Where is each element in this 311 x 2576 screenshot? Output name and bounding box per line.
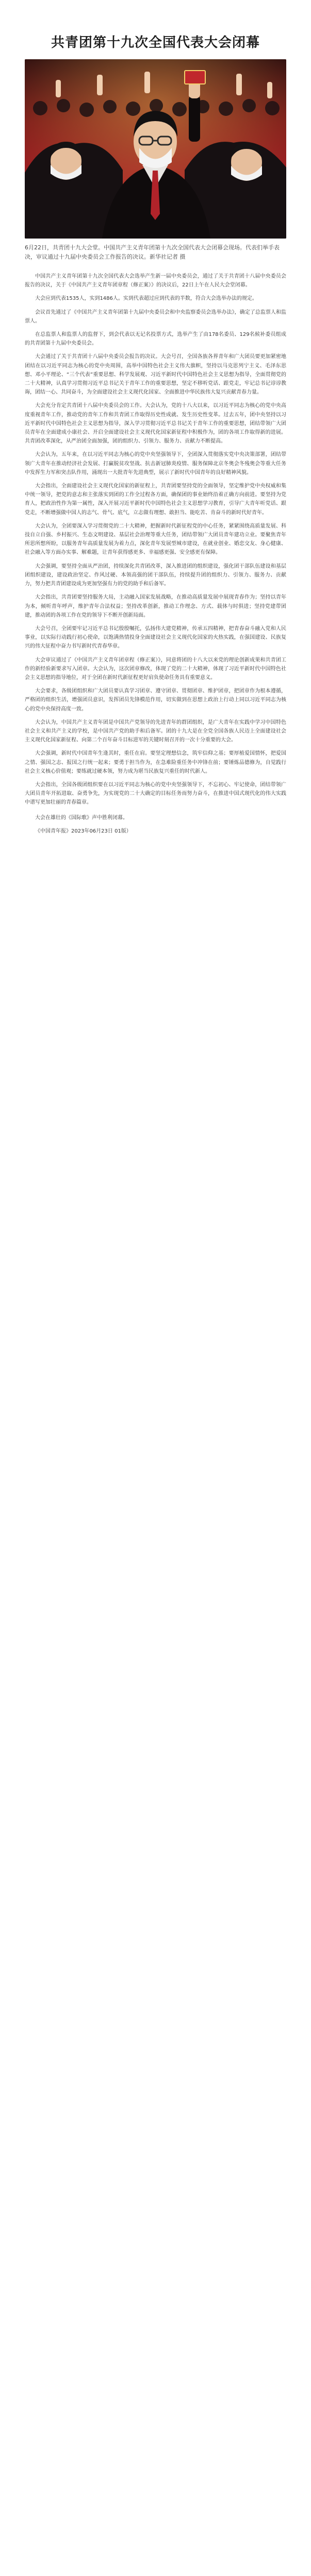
article-source: 《中国青年报》2023年06月23日 01版） <box>35 828 132 834</box>
paragraph: 大会号召，全团要牢记习近平总书记殷殷嘱托，弘扬伟大建党精神，传承五四精神，把青春奋斗融入党和人民事业，以实际行动践行初心使命，以饱满热情投身全面建设社会主义现代化国家的火热实践，在强国建设、民族复兴的伟大征程中奋力书写新时代青春华章。 <box>25 625 286 650</box>
paragraph: 大会充分肯定共青团十八届中央委员会的工作。大会认为，党的十八大以来，以习近平同志为核心的党中央高度重视青年工作，推动党的青年工作和共青团工作取得历史性成就、发生历史性变革。过去五年，团中央坚持以习近平新时代中国特色社会主义思想为指导，深入学习贯彻习近平总书记关于青年工作的重要思想，团结带领广大团员青年在全面建成小康社会、开启全面建设社会主义现代化国家新征程中积极作为，团的各项工作取得新的进展。共青团改革深化，从严治团全面加强，团的组织力、引领力、服务力、贡献力不断提高。 <box>25 403 286 445</box>
paragraph: 大会认为，五年来，在以习近平同志为核心的党中央坚强领导下，全团深入贯彻落实党中央决策部署，团结带领广大青年在推动经济社会发展、打赢脱贫攻坚战、抗击新冠肺炎疫情、服务保障北京冬奥会冬残奥会等重大任务中发挥生力军和突击队作用，涌现出一大批青年先进典型，展示了新时代中国青年的良好精神风貌。 <box>25 452 286 476</box>
paragraph: 大会通过了关于共青团十八届中央委员会报告的决议。大会号召，全国各族各界青年和广大团员要更加紧密地团结在以习近平同志为核心的党中央周围，高举中国特色社会主义伟大旗帜，坚持以马克思列宁主义、毛泽东思想、邓小平理论、“三个代表”重要思想、科学发展观、习近平新时代中国特色社会主义思想为指导，全面贯彻党的二十大精神，认真学习贯彻习近平总书记关于青年工作的重要思想，坚定不移听党话、跟党走，牢记总书记谆谆教诲，团结一心、共同奋斗，为全面建设社会主义现代化国家、全面推进中华民族伟大复兴贡献青春力量。 <box>25 354 286 396</box>
paragraph: 中国共产主义青年团第十九次全国代表大会选举产生新一届中央委员会，通过了关于共青团十八届中央委员会报告的决议，关于《中国共产主义青年团章程（修正案）》的决议后，22日上午在人民大会堂闭幕。 <box>25 274 286 289</box>
photo-illustration <box>25 59 286 239</box>
paragraph: 大会指出，全面建设社会主义现代化国家的新征程上，共青团要坚持党的全面领导，坚定维护党中央权威和集中统一领导，把党的意志和主张落实到团的工作全过程各方面，确保团的事业始终沿着正确方向前进。要坚持为党育人，把政治性作为第一属性，深入开展习近平新时代中国特色社会主义思想学习教育，引导广大青年听党话、跟党走，不断增强做中国人的志气、骨气、底气，立志做有理想、敢担当、能吃苦、肯奋斗的新时代好青年。 <box>25 483 286 516</box>
paragraph: 会议首先通过了《中国共产主义青年团第十九届中央委员会和中央监察委员会选举办法》，确定了总监票人和监票人。 <box>25 309 286 324</box>
paragraph: 在总监票人和监票人的监督下，到会代表以无记名投票方式，选举产生了由178名委员、129名候补委员组成的共青团第十九届中央委员会。 <box>25 332 286 347</box>
paragraph: 大会强调，要坚持全面从严治团，持续深化共青团改革，深入推进团的组织建设，强化团干部队伍建设和基层团组织建设，建设政治坚定、作风过硬、本领高强的团干部队伍，持续提升团的组织力、引领力、服务力、贡献力，努力把共青团建设成为更加坚强有力的党的助手和后备军。 <box>25 563 286 587</box>
article-title: 共青团第十九次全国代表大会闭幕 <box>51 35 260 50</box>
photo-caption: 6月22日，共青团十九大会堂。中国共产主义青年团第十九次全国代表大会闭幕会现场。代表们举手表决，审议通过十九届中央委员会工作报告的决议。新华社记者 摄 <box>25 244 280 260</box>
paragraph: 大会要求，各级团组织和广大团员要认真学习团章、遵守团章、贯彻团章、维护团章，把团章作为根本遵循，严格团的组织生活，增强团员意识，发挥团员先锋模范作用，切实做到在思想上政治上行动上同以习近平同志为核心的党中央保持高度一致。 <box>25 688 286 712</box>
article-body <box>25 272 286 2576</box>
paragraph: 大会认为，中国共产主义青年团是中国共产党领导的先进青年的群团组织，是广大青年在实践中学习中国特色社会主义和共产主义的学校，是中国共产党的助手和后备军。团的十九大是在全党全国各族人民迈上全面建设社会主义现代化国家新征程、向第二个百年奋斗目标进军的关键时刻召开的一次十分重要的大会。 <box>25 719 286 743</box>
paragraph: 大会认为，全团要深入学习贯彻党的二十大精神，把握新时代新征程党的中心任务，紧紧围绕高质量发展、科技自立自强、乡村振兴、生态文明建设、基层社会治理等重大任务，团结带领广大团员青年建功立业。要聚焦青年所思所想所盼，以服务青年高质量发展为着力点，深化青年发展型城市建设，在就业创业、婚恋交友、身心健康、社会融入等方面办实事、解难题，让青年获得感更多、幸福感更强、安全感更有保障。 <box>25 523 286 556</box>
paragraph: 大会指出，全国各级团组织要在以习近平同志为核心的党中央坚强领导下，不忘初心、牢记使命，团结带领广大团员青年开拓进取、奋勇争先，为实现党的二十大确定的目标任务而努力奋斗，在推进中国式现代化的伟大实践中谱写更加壮丽的青春篇章。 <box>25 782 286 806</box>
closing-paragraph: 大会在雄壮的《国际歌》声中胜利闭幕。 <box>35 815 128 821</box>
paragraph: 大会指出，共青团要坚持服务大局，主动融入国家发展战略，在推动高质量发展中展现青春作为；坚持以青年为本，倾听青年呼声，维护青年合法权益；坚持改革创新，推动工作理念、方式、载体与时俱进；坚持党建带团建，推动团的各项工作在党的领导下不断开创新局面。 <box>25 595 286 618</box>
paragraph: 大会审议通过了《中国共产主义青年团章程（修正案）》，同意将团的十八大以来党的理论创新成果和共青团工作的新经验新要求写入团章。大会认为，这次团章修改，体现了党的二十大精神，体现了习近平新时代中国特色社会主义思想的指导地位，对于全团在新时代新征程更好肩负使命任务具有重要意义。 <box>25 657 286 681</box>
paragraph: 大会应到代表1535人，实到1486人。实到代表超过应到代表的半数，符合大会选举办法的规定。 <box>35 296 257 302</box>
congress-photo <box>25 59 286 239</box>
paragraph: 大会强调，新时代中国青年生逢其时，重任在肩。要坚定理想信念，筑牢信仰之基；要厚植爱国情怀，把爱国之情、强国之志、报国之行统一起来；要勇于担当作为，在急难险重任务中冲锋在前；要锤炼品德修为，自觉践行社会主义核心价值观；要练就过硬本领，努力成为堪当民族复兴重任的时代新人。 <box>25 751 286 774</box>
